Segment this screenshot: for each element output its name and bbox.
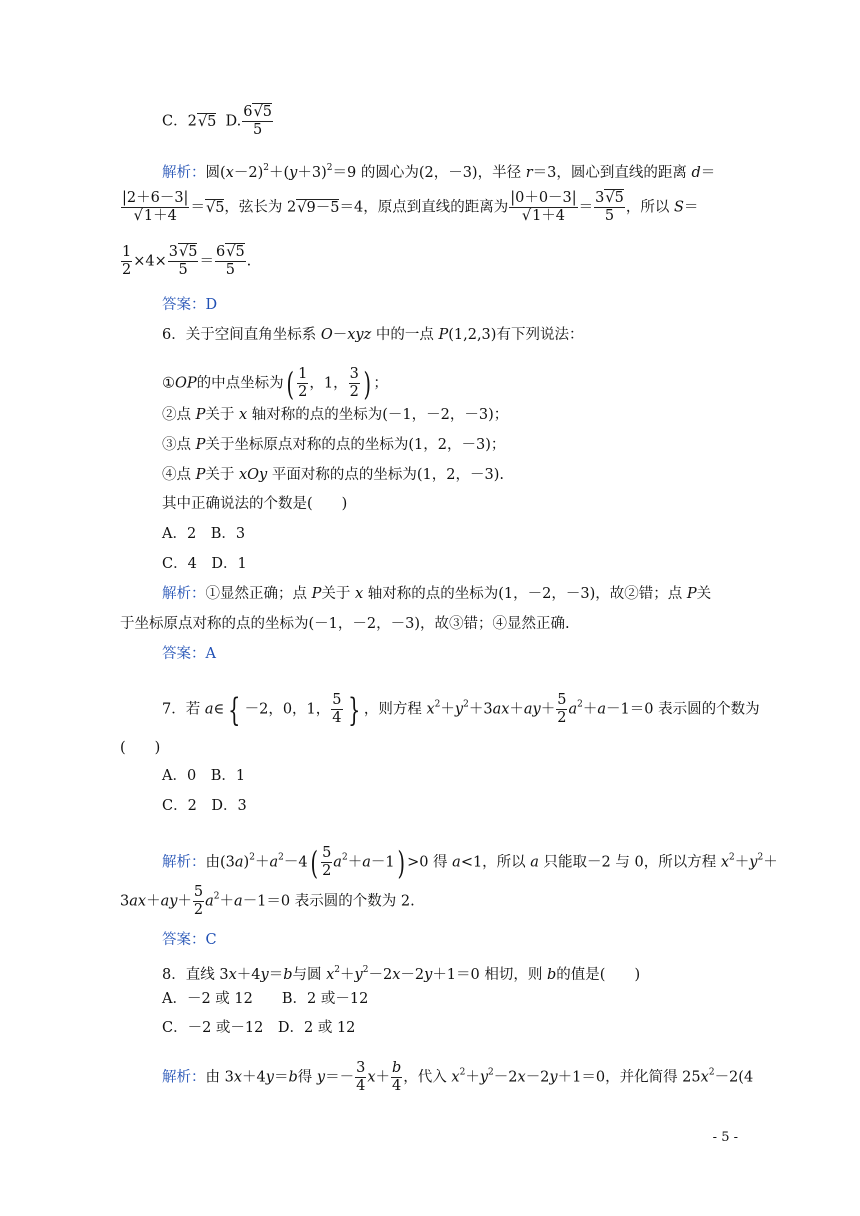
answer-value: D (205, 297, 218, 313)
explanation-q6-line2: 于坐标原点对称的点的坐标为(－1，－2，－3)，故③错；④显然正确. (120, 616, 570, 632)
question-7: 7．若 a∈ { －2，0，1， $\frac{5}{4}$ } ，则方程 $x^2+y^2+3ax+ay+$ $\frac{5}{2}$ $a^2+a-1=0$ 表示圆的个数为 (162, 690, 760, 729)
statement-6-3: ③点 P关于坐标原点对称的点的坐标为(1，2，－3)； (162, 437, 506, 453)
answer-q6 (162, 644, 216, 664)
explanation-label: 解析： (162, 854, 206, 871)
explanation-q6-line1: 解析：①显然正确；点 P关于 x 轴对称的点的坐标为(1，－2，－3)，故②错；点 P关 (162, 586, 712, 602)
options-6-cd: C．4 D．1 (162, 556, 247, 572)
explanation-q5-line2: $\frac{|2+6-3|}{√1+4}$ ＝√5，弦长为 2√9－5＝4，原点到直线的距离为 $\frac{|0+0-3|}{√1+4}$ ＝ $\frac{3√5}{5}$ ，所以 S＝ (122, 190, 699, 224)
options-6-ab: A．2 B．3 (162, 526, 246, 542)
question-7-paren: ( ) (120, 740, 161, 756)
question-6-ask: 其中正确说法的个数是( ) (162, 496, 348, 512)
answer-label: 答案： (162, 646, 206, 662)
page-number: - 5 - (712, 1130, 738, 1145)
statement-6-1: ①OP的中点坐标为( $\frac{1}{2}$ ，1， $\frac{3}{2}$ ) ； (162, 364, 388, 403)
statement-6-4: ④点 P关于 xOy 平面对称的点的坐标为(1，2，－3). (162, 467, 504, 483)
explanation-text: 圆$(x-2)^2+(y+3)^2=9$ 的圆心为(2，－3)，半径 r＝3，圆心到直线的距离 d＝ (205, 163, 716, 181)
options-8-ab: A．－2 或 12 B．2 或－12 (162, 991, 369, 1007)
answer-value: C (205, 932, 217, 948)
options-8-cd: C．－2 或－12 D．2 或 12 (162, 1020, 356, 1036)
explanation-q7-line2: 3ax＋ay＋ $\frac{5}{2}$ $a^2+a-1=0$ 表示圆的个数为 2. (120, 884, 415, 918)
statement-6-2: ②点 P关于 x 轴对称的点的坐标为(－1，－2，－3)； (162, 407, 509, 423)
answer-label: 答案： (162, 932, 206, 948)
explanation-q8-line1: 解析：由 3x＋4y＝b得 y＝－ $\frac{3}{4}$ x＋ $\frac{b}{4}$ ，代入 $x^2+y^2-2x-2y+1=0$，并化简得 $25x^2-2(4$ (162, 1060, 754, 1094)
option-cd-q5-render: C．2√5 D. $\frac{6√5}{5}$ (162, 104, 272, 138)
explanation-q7-line1: 解析：由$(3a)^2+a^2-4$( $\frac{5}{2}$ $a^2+a-1) >0$ 得 a<1，所以 a 只能取－2 与 0，所以方程 $x^2+y^2+$ (162, 843, 778, 882)
explanation-label: 解析： (162, 165, 206, 181)
explanation-label: 解析： (162, 1069, 206, 1086)
answer-value: A (205, 646, 216, 662)
options-7-ab: A．0 B．1 (162, 768, 246, 784)
explanation-q5-line3: $\frac{1}{2}$ ×4× $\frac{3√5}{5}$ ＝ $\frac{6√5}{5}$ . (122, 244, 252, 278)
question-6: 6．关于空间直角坐标系 O－xyz 中的一点 P(1,2,3)有下列说法： (162, 327, 584, 343)
explanation-label: 解析： (162, 586, 206, 602)
options-7-cd: C．2 D．3 (162, 798, 247, 814)
explanation-q5-line1 (162, 158, 715, 183)
answer-label: 答案： (162, 297, 206, 313)
answer-q7 (162, 930, 217, 950)
question-8: 8．直线 3x＋4y＝b与圆 $x^2+y^2-2x-2y+1=0$ 相切，则 b的值是( ) (162, 965, 641, 983)
answer-q5 (162, 295, 217, 315)
